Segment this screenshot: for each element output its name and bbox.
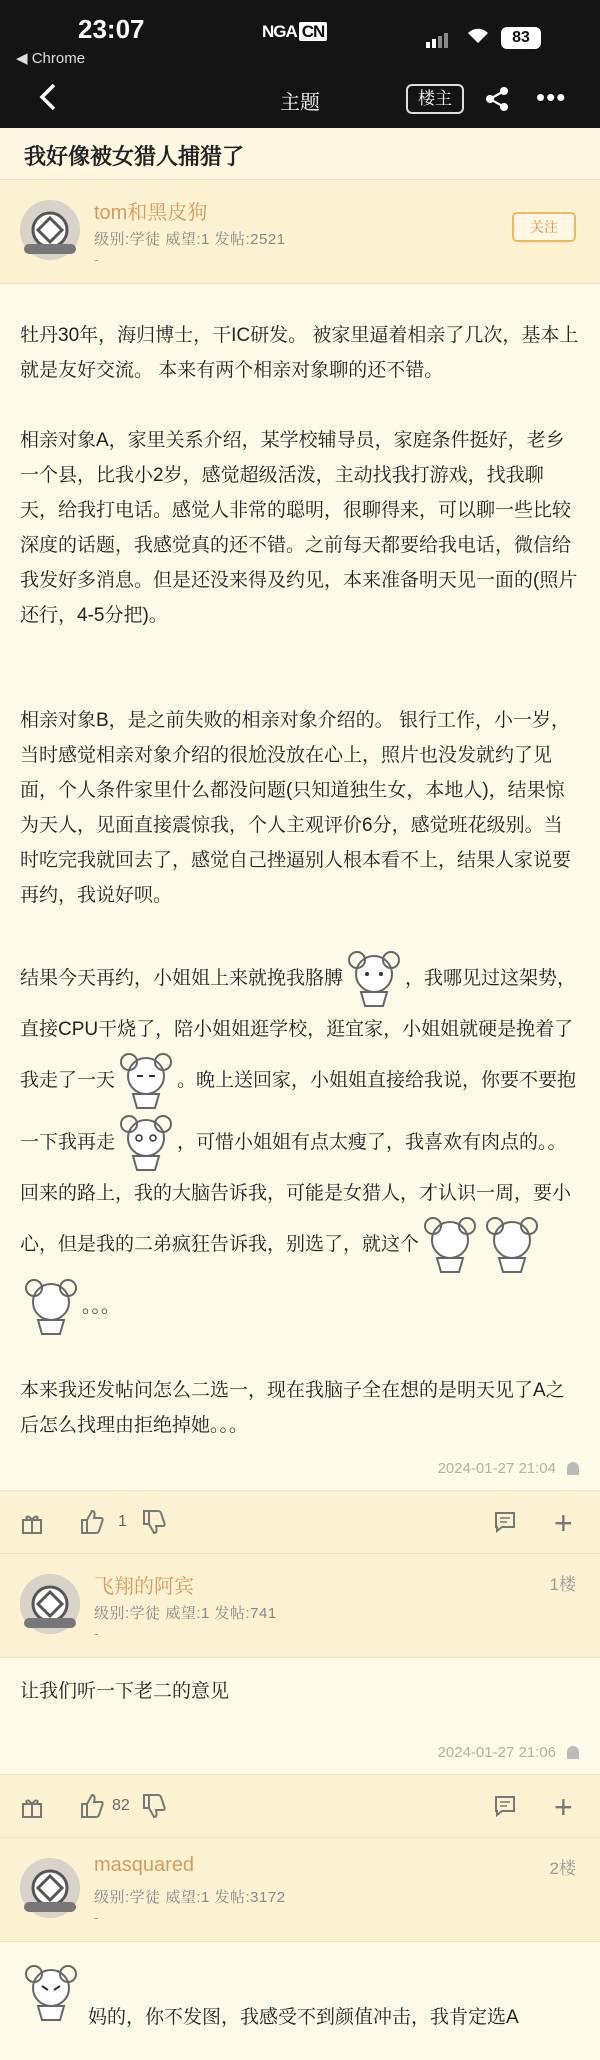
like-count: 1 xyxy=(118,1513,127,1530)
signal-icon xyxy=(426,30,450,48)
author-name[interactable]: 飞翔的阿宾 xyxy=(94,1576,194,1598)
avatar[interactable] xyxy=(20,1858,80,1918)
author-name[interactable]: tom和黑皮狗 xyxy=(94,202,208,224)
author-meta: 级别:学徒 威望:1 发帖:2521 xyxy=(94,231,286,248)
like-count: 82 xyxy=(112,1797,130,1814)
battery-indicator: 83 xyxy=(501,27,541,49)
default-avatar-icon xyxy=(20,200,80,260)
back-to-app-link[interactable]: ◀ Chrome xyxy=(16,50,86,67)
post-paragraph: 本来我还发帖问怎么二选一，现在我脑子全在想的是明天见了A之后怎么找理由拒绝掉她。。。 xyxy=(20,1380,565,1436)
share-icon[interactable] xyxy=(482,84,512,114)
author-signature: - xyxy=(94,1626,99,1641)
android-icon xyxy=(564,1744,582,1762)
thumbs-down-icon[interactable] xyxy=(142,1793,166,1819)
android-icon xyxy=(564,1460,582,1478)
sticker-emoji xyxy=(481,1214,543,1276)
author-meta: 级别:学徒 威望:1 发帖:741 xyxy=(94,1605,277,1622)
post-content xyxy=(20,1674,580,1709)
topic-title: 我好像被女猎人捕猎了 xyxy=(24,144,245,169)
post-paragraph: 妈的，你不发图，我感受不到颜值冲击，我肯定选A xyxy=(88,2007,519,2028)
page-title: 主题 xyxy=(280,92,320,114)
author-meta: 级别:学徒 威望:1 发帖:3172 xyxy=(94,1889,286,1906)
post-timestamp: 2024-01-27 21:06 xyxy=(437,1744,556,1761)
floor-number: 2楼 xyxy=(549,1859,576,1878)
author-signature: - xyxy=(94,252,99,267)
floor-number: 1楼 xyxy=(549,1575,576,1594)
plus-icon[interactable]: + xyxy=(554,1789,573,1825)
post-paragraph: 相亲对象A，家里关系介绍，某学校辅导员，家庭条件挺好，老乡一个县，比我小2岁，感觉超级活泼，主动找我打游戏，找我聊天，给我打电话。感觉人非常的聪明，很聊得来，可以聊一些比较深度的话题，我感觉真的还不错。之前每天都要给我电话，微信给我发好多消息。但是还没来得及约见，本来准备明天见一面的(照片还行，4-5分把)。 xyxy=(20,430,578,626)
sticker-emoji xyxy=(115,1050,177,1112)
post-action-bar xyxy=(0,1774,600,1838)
thumbs-up-icon[interactable] xyxy=(80,1509,104,1535)
post-header xyxy=(0,1838,600,1942)
wifi-icon xyxy=(466,26,490,44)
topic-header xyxy=(0,128,600,180)
thumbs-down-icon[interactable] xyxy=(142,1509,166,1535)
more-icon[interactable]: ••• xyxy=(536,82,567,112)
status-bar xyxy=(0,0,600,72)
post-paragraph: 让我们听一下老二的意见 xyxy=(20,1681,230,1702)
default-avatar-icon xyxy=(20,1574,80,1634)
default-avatar-icon xyxy=(20,1858,80,1918)
post-paragraph: 结果今天再约，小姐姐上来就挽我胳膊 ，我哪见过这架势，直接CPU干烧了，陪小姐姐逛学校，逛宜家，小姐姐就硬是挽着了我走了一天 。晚上送回家，小姐姐直接给我说，你要不要抱一下我再走 ，可惜小姐姐有点太瘦了，我喜欢有肉点的。。回来的路上，我的大脑告诉我，可能是女猎人，才认识一周，要小心，但是我的二弟疯狂告诉我，别选了，就这个。。。 xyxy=(20,948,580,1338)
post-content xyxy=(20,318,580,1478)
clock: 23:07 xyxy=(78,14,145,44)
avatar[interactable] xyxy=(20,200,80,260)
comment-icon[interactable] xyxy=(494,1795,516,1817)
sticker-emoji xyxy=(20,1276,82,1338)
sticker-emoji xyxy=(20,1962,82,2024)
thumbs-up-icon[interactable] xyxy=(80,1793,104,1819)
post-content xyxy=(88,2000,588,2035)
nav-bar xyxy=(0,72,600,128)
post-header xyxy=(0,180,600,284)
sticker-emoji xyxy=(419,1214,481,1276)
sticker-emoji xyxy=(115,1112,177,1174)
gift-icon[interactable] xyxy=(20,1511,44,1535)
post-header xyxy=(0,1554,600,1658)
author-name[interactable]: masquared xyxy=(94,1854,195,1876)
author-signature: - xyxy=(94,1910,99,1925)
comment-icon[interactable] xyxy=(494,1511,516,1533)
op-only-button[interactable]: 楼主 xyxy=(406,84,464,114)
avatar[interactable] xyxy=(20,1574,80,1634)
follow-button[interactable]: 关注 xyxy=(512,212,576,242)
post-timestamp: 2024-01-27 21:04 xyxy=(437,1460,556,1477)
sticker-emoji xyxy=(343,948,405,1010)
gift-icon[interactable] xyxy=(20,1795,44,1819)
nga-logo: NGA CN xyxy=(262,22,327,42)
post-paragraph: 相亲对象B，是之前失败的相亲对象介绍的。 银行工作，小一岁，当时感觉相亲对象介绍的很尬没放在心上，照片也没发就约了见面，个人条件家里什么都没问题(只知道独生女，本地人)，结果惊为天人，见面直接震惊我，个人主观评价6分，感觉班花级别。当时吃完我就回去了，感觉自己挫逼别人根本看不上，结果人家说要再约，我说好呗。 xyxy=(20,710,572,906)
plus-icon[interactable]: + xyxy=(554,1505,573,1541)
post-action-bar xyxy=(0,1490,600,1554)
post-paragraph: 牡丹30年，海归博士，干IC研发。 被家里逼着相亲了几次，基本上就是友好交流。 本来有两个相亲对象聊的还不错。 xyxy=(20,325,579,381)
